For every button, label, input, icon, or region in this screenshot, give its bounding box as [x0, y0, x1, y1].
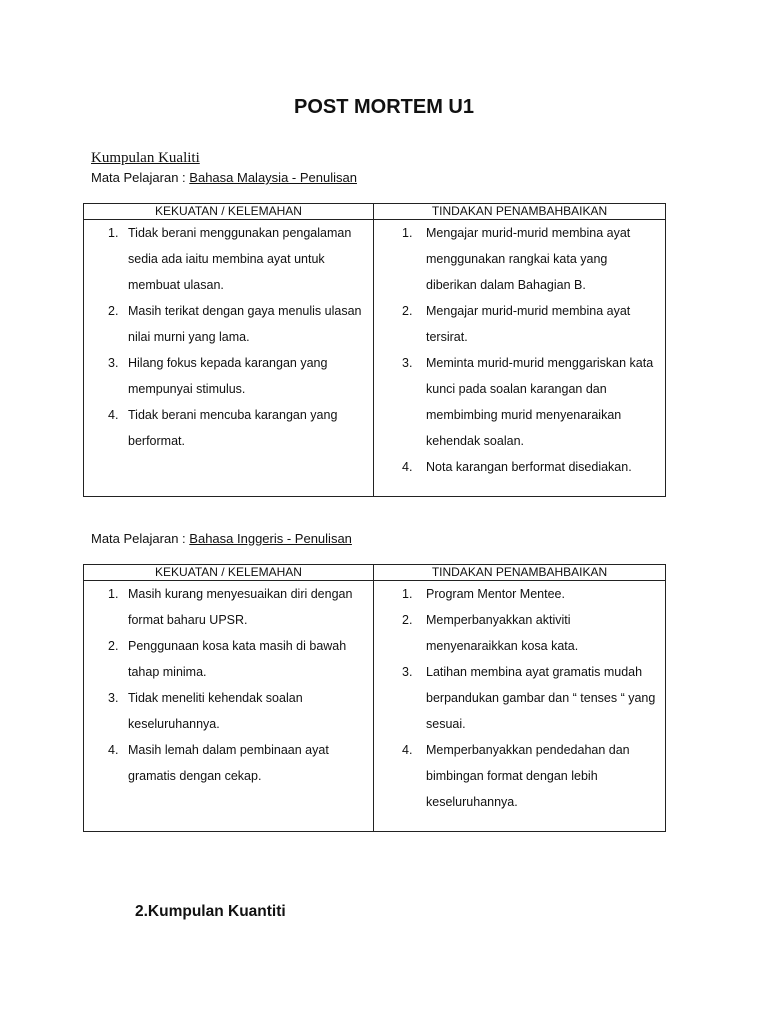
item-text: Latihan membina ayat gramatis mudah berpandukan gambar dan “ tenses “ yang sesuai.	[426, 665, 656, 731]
improvement-actions-cell	[374, 220, 666, 497]
list-item	[374, 581, 665, 607]
item-text: Memperbanyakkan pendedahan dan bimbingan format dengan lebih keseluruhannya.	[426, 743, 630, 809]
item-number: 3.	[108, 356, 119, 370]
evaluation-table	[83, 564, 666, 832]
item-number: 2.	[108, 304, 119, 318]
column-header-strengths: KEKUATAN / KELEMAHAN	[84, 204, 374, 220]
item-text: Hilang fokus kepada karangan yang mempunyai stimulus.	[128, 356, 328, 396]
item-number: 1.	[108, 587, 119, 601]
group-title: Kumpulan Kualiti	[91, 150, 200, 166]
item-number: 1.	[402, 226, 413, 240]
list-item	[374, 607, 665, 659]
subject-line	[91, 531, 352, 546]
list-item	[374, 350, 665, 454]
strengths-weaknesses-cell	[84, 581, 374, 832]
improvement-actions-cell	[374, 581, 666, 832]
item-text: Masih kurang menyesuaikan diri dengan format baharu UPSR.	[128, 587, 353, 627]
list-item	[84, 685, 373, 737]
item-number: 4.	[402, 743, 413, 757]
item-number: 4.	[108, 408, 119, 422]
column-header-strengths: KEKUATAN / KELEMAHAN	[84, 565, 374, 581]
column-header-actions: TINDAKAN PENAMBAHBAIKAN	[374, 565, 666, 581]
item-number: 2.	[108, 639, 119, 653]
list-item	[84, 402, 373, 454]
improvement-actions-list	[374, 220, 665, 480]
list-item	[374, 220, 665, 298]
item-number: 4.	[402, 460, 413, 474]
list-item	[84, 298, 373, 350]
item-text: Masih terikat dengan gaya menulis ulasan nilai murni yang lama.	[128, 304, 362, 344]
list-item	[374, 454, 665, 480]
improvement-actions-list	[374, 581, 665, 815]
list-item	[84, 633, 373, 685]
strengths-weaknesses-cell	[84, 220, 374, 497]
item-number: 2.	[402, 613, 413, 627]
subject-value: Bahasa Inggeris - Penulisan	[189, 531, 352, 546]
item-text: Penggunaan kosa kata masih di bawah tahap minima.	[128, 639, 347, 679]
item-number: 3.	[402, 665, 413, 679]
item-number: 2.	[402, 304, 413, 318]
item-number: 1.	[108, 226, 119, 240]
item-text: Tidak berani mencuba karangan yang berformat.	[128, 408, 338, 448]
item-number: 3.	[402, 356, 413, 370]
item-text: Program Mentor Mentee.	[426, 587, 565, 601]
item-number: 4.	[108, 743, 119, 757]
item-text: Tidak meneliti kehendak soalan keseluruhannya.	[128, 691, 303, 731]
list-item	[84, 737, 373, 789]
document-title: POST MORTEM U1	[293, 96, 474, 118]
strengths-weaknesses-list	[84, 220, 373, 454]
item-text: Nota karangan berformat disediakan.	[426, 460, 632, 474]
strengths-weaknesses-list	[84, 581, 373, 789]
subject-label: Mata Pelajaran :	[91, 170, 186, 185]
item-text: Tidak berani menggunakan pengalaman sedia ada iaitu membina ayat untuk membuat ulasan.	[128, 226, 352, 292]
list-item	[374, 298, 665, 350]
item-text: Memperbanyakkan aktiviti menyenaraikkan kosa kata.	[426, 613, 579, 653]
item-number: 1.	[402, 587, 413, 601]
subject-line	[91, 170, 357, 185]
section-heading: 2.Kumpulan Kuantiti	[135, 903, 286, 920]
list-item	[374, 737, 665, 815]
subject-label: Mata Pelajaran :	[91, 531, 186, 546]
subject-value: Bahasa Malaysia - Penulisan	[189, 170, 357, 185]
column-header-actions: TINDAKAN PENAMBAHBAIKAN	[374, 204, 666, 220]
item-number: 3.	[108, 691, 119, 705]
item-text: Mengajar murid-murid membina ayat tersirat.	[426, 304, 631, 344]
item-text: Mengajar murid-murid membina ayat menggunakan rangkai kata yang diberikan dalam Bahagian B.	[426, 226, 631, 292]
evaluation-table	[83, 203, 666, 497]
list-item	[374, 659, 665, 737]
item-text: Masih lemah dalam pembinaan ayat gramatis dengan cekap.	[128, 743, 329, 783]
list-item	[84, 220, 373, 298]
list-item	[84, 581, 373, 633]
item-text: Meminta murid-murid menggariskan kata kunci pada soalan karangan dan membimbing murid menyenaraikan kehendak soalan.	[426, 356, 654, 448]
list-item	[84, 350, 373, 402]
